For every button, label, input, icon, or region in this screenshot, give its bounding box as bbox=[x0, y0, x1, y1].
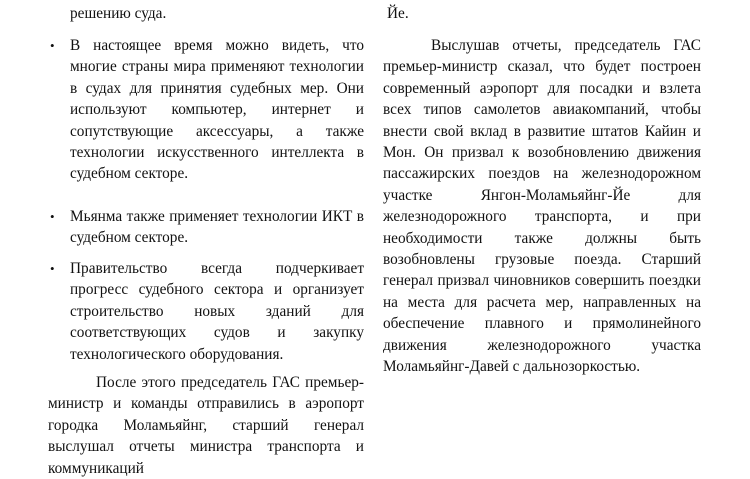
body-paragraph: После этого председатель ГАС премьер-министр и команды отправились в аэропорт городка Моламьяйнг, старший генерал выслушал отчеты министра транспорта и коммуникаций bbox=[48, 374, 364, 477]
continued-text-fragment: Йе. bbox=[387, 5, 409, 22]
bullet-text: Правительство всегда подчеркивает прогресс судебного сектора и организует строительство новых зданий для соответствующих судов и закупку технологического оборудования. bbox=[70, 260, 364, 363]
bullet-item bbox=[48, 206, 364, 249]
bullet-text: Мьянма также применяет технологии ИКТ в судебном секторе. bbox=[70, 208, 364, 247]
bullet-icon: • bbox=[50, 209, 55, 224]
bullet-item bbox=[48, 35, 364, 185]
continued-text-fragment: решению суда. bbox=[70, 5, 167, 22]
bullet-text: В настоящее время можно видеть, что многие страны мира применяют технологии в судах для принятия судебных мер. Они используют компьютер, интернет и сопутствующие аксессуары, а также технологии искусственного интеллекта в судебном секторе. bbox=[70, 37, 364, 183]
body-paragraph: Выслушав отчеты, председатель ГАС премьер-министр сказал, что будет построен современный аэропорт для посадки и взлета всех типов самолетов авиакомпаний, чтобы внести свой вклад в развитие штатов Кайин и Мон. Он призвал к возобновлению движения пассажирских поездов на железнодорожном участке Янгон-Моламьяйнг-Йе для железнодорожного транспорта, и при необходимости также должны быть возобновлены грузовые поезда. Старший генерал призвал чиновников совершить поездки на места для расчета мер, направленных на обеспечение плавного и прямолинейного движения железнодорожного участка Моламьяйнг-Давей с дальнозоркостью. bbox=[383, 37, 701, 376]
bullet-icon: • bbox=[50, 261, 55, 276]
bullet-item bbox=[48, 258, 364, 365]
bullet-icon: • bbox=[50, 38, 55, 53]
